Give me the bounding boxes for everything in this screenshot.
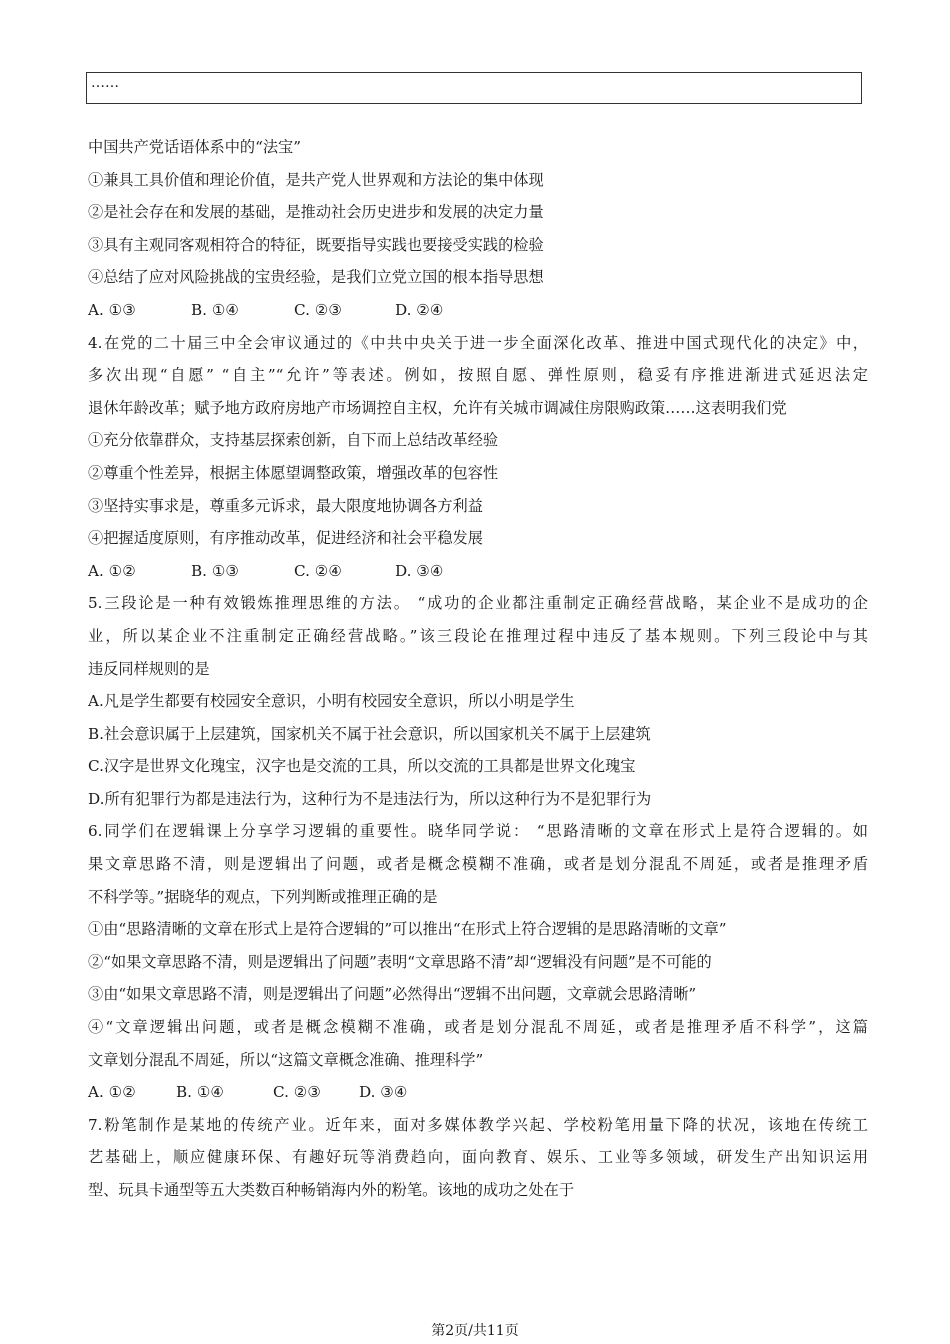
- q3-item-1: ①兼具工具价值和理论价值，是共产党人世界观和方法论的集中体现: [88, 170, 544, 189]
- q5-stem-line-1: 5.三段论是一种有效锻炼推理思维的方法。 “成功的企业都注重制定正确经营战略，某企业不是成功的企: [88, 594, 868, 613]
- q3-item-4: ④总结了应对风险挑战的宝贵经验，是我们立党立国的根本指导思想: [88, 268, 544, 287]
- q3-option-c: C. ②③: [294, 300, 342, 319]
- q4-option-a: A. ①②: [88, 561, 136, 580]
- q6-option-d: D. ③④: [359, 1083, 408, 1102]
- q5-stem-line-3: 违反同样规则的是: [88, 659, 210, 678]
- q5-choice-b: B.社会意识属于上层建筑，国家机关不属于社会意识，所以国家机关不属于上层建筑: [88, 724, 651, 743]
- q5-choice-a: A.凡是学生都要有校园安全意识，小明有校园安全意识，所以小明是学生: [88, 692, 575, 711]
- q7-stem-line-1: 7.粉笔制作是某地的传统产业。近年来，面对多媒体教学兴起、学校粉笔用量下降的状况，该地在传统工: [88, 1115, 868, 1134]
- q6-item-2: ②“如果文章思路不清，则是逻辑出了问题”表明“文章思路不清”却“逻辑没有问题”是不可能的: [88, 952, 712, 971]
- page-number: 第2页/共11页: [431, 1323, 519, 1339]
- q4-option-b: B. ①③: [191, 561, 240, 580]
- q3-item-3: ③具有主观同客观相符合的特征，既要指导实践也要接受实践的检验: [88, 235, 544, 254]
- question-content: [88, 131, 868, 1207]
- q6-option-b: B. ①④: [176, 1083, 225, 1102]
- q4-item-2: ②尊重个性差异，根据主体愿望调整政策，增强改革的包容性: [88, 463, 499, 482]
- continuation-box: [86, 72, 862, 104]
- q3-item-2: ②是社会存在和发展的基础，是推动社会历史进步和发展的决定力量: [88, 203, 544, 222]
- q4-option-d: D. ③④: [395, 561, 444, 580]
- q7-stem-line-2: 艺基础上，顺应健康环保、有趣好玩等消费趋向，面向教育、娱乐、工业等多领域，研发生产出知识运用: [88, 1148, 868, 1167]
- q4-stem-line-2: 多次出现“自愿” “自主”“允许”等表述。例如，按照自愿、弹性原则，稳妥有序推进渐进式延迟法定: [88, 366, 868, 385]
- q3-options: [88, 294, 868, 327]
- q5-stem-line-2: 业，所以某企业不注重制定正确经营战略。”该三段论在推理过程中违反了基本规则。下列三段论中与其: [88, 626, 868, 645]
- q4-stem-line-3: 退休年龄改革；赋予地方政府房地产市场调控自主权，允许有关城市调减住房限购政策……这表明我们党: [88, 398, 787, 417]
- q4-item-1: ①充分依靠群众，支持基层探索创新，自下而上总结改革经验: [88, 431, 499, 450]
- q4-item-3: ③坚持实事求是，尊重多元诉求，最大限度地协调各方利益: [88, 496, 483, 515]
- q3-option-d: D. ②④: [395, 300, 444, 319]
- q5-choice-d: D.所有犯罪行为都是违法行为，这种行为不是违法行为，所以这种行为不是犯罪行为: [88, 789, 652, 808]
- q6-item-1: ①由“思路清晰的文章在形式上是符合逻辑的”可以推出“在形式上符合逻辑的是思路清晰的文章”: [88, 920, 727, 939]
- q6-stem-line-1: 6.同学们在逻辑课上分享学习逻辑的重要性。晓华同学说： “思路清晰的文章在形式上是符合逻辑的。如: [88, 822, 868, 841]
- q6-stem-line-3: 不科学等。”据晓华的观点，下列判断或推理正确的是: [88, 887, 438, 906]
- q4-item-4: ④把握适度原则，有序推动改革，促进经济和社会平稳发展: [88, 529, 483, 548]
- q6-item-4-line-2: 文章划分混乱不周延，所以“这篇文章概念准确、推理科学”: [88, 1050, 484, 1069]
- q6-item-4-line-1: ④“文章逻辑出问题，或者是概念模糊不准确，或者是划分混乱不周延，或者是推理矛盾不科学”，这篇: [88, 1018, 868, 1037]
- q6-item-3: ③由“如果文章思路不清，则是逻辑出了问题”必然得出“逻辑不出问题，文章就会思路清晰”: [88, 985, 697, 1004]
- q6-option-a: A. ①②: [88, 1083, 136, 1102]
- q3-option-b: B. ①④: [191, 300, 240, 319]
- q3-option-a: A. ①③: [88, 300, 136, 319]
- continuation-ellipsis: ……: [91, 75, 119, 91]
- q4-options: [88, 555, 868, 588]
- q4-option-c: C. ②④: [294, 561, 342, 580]
- q6-stem-line-2: 果文章思路不清，则是逻辑出了问题，或者是概念模糊不准确，或者是划分混乱不周延，或者是推理矛盾: [88, 855, 868, 874]
- q6-options: [88, 1076, 868, 1109]
- q6-option-c: C. ②③: [273, 1083, 321, 1102]
- q4-stem-line-1: 4.在党的二十届三中全会审议通过的《中共中央关于进一步全面深化改革、推进中国式现代化的决定》中，: [88, 333, 868, 352]
- q5-choice-c: C.汉字是世界文化瑰宝，汉字也是交流的工具，所以交流的工具都是世界文化瑰宝: [88, 757, 636, 776]
- q7-stem-line-3: 型、玩具卡通型等五大类数百种畅销海内外的粉笔。该地的成功之处在于: [88, 1181, 574, 1199]
- q3-stem: 中国共产党话语体系中的“法宝”: [88, 138, 301, 156]
